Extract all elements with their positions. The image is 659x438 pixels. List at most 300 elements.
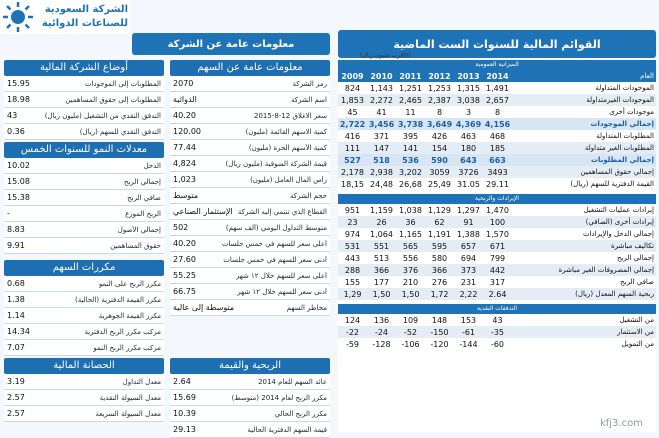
year-label-cell: العام [512, 70, 656, 82]
stock-info-title: معلومات عامة عن السهم [170, 60, 330, 76]
logo-sun-icon [2, 1, 34, 33]
row-value: 15.69 [173, 393, 196, 402]
table-cell: 62 [425, 216, 454, 228]
row-value: 2.57 [7, 409, 25, 418]
row-label: تكاليف مباشرة [512, 240, 656, 252]
info-row [4, 124, 164, 140]
table-cell: 1,29 [338, 288, 367, 300]
row-label: من التمويل [621, 340, 654, 348]
info-row [4, 292, 164, 308]
year-cell: 2013 [454, 70, 483, 82]
row-label: رمز الشركة [292, 79, 327, 88]
immunity-box [4, 358, 164, 422]
table-cell: 590 [425, 154, 454, 166]
profitability-title: الربحية والقيمة [170, 358, 330, 374]
info-row [170, 156, 330, 172]
table-cell: 671 [483, 240, 512, 252]
table-cell: 26 [367, 216, 396, 228]
year-cell: 2014 [483, 70, 512, 82]
table-cell: 657 [454, 240, 483, 252]
info-row [4, 190, 164, 206]
info-row [170, 188, 330, 204]
year-header-row [338, 70, 656, 82]
row-label: المطلوبات الغير متداولة [512, 142, 656, 154]
info-row [4, 238, 164, 254]
table-cell: 551 [367, 240, 396, 252]
row-label: التدفق النقدي من التشغيل (مليون ريال) [44, 111, 161, 120]
info-row [170, 252, 330, 268]
row-value: 1.38 [7, 295, 25, 304]
financial-position-title: أوضاع الشركة المالية [4, 60, 164, 76]
table-row [338, 166, 656, 178]
row-label: أعلى سعر للسهم في خمس جلسات [221, 239, 327, 248]
table-cell: -106 [401, 339, 420, 349]
row-value: 15.95 [7, 79, 30, 88]
table-cell: 1,50 [367, 288, 396, 300]
table-cell: 276 [431, 277, 448, 287]
row-value: 8.83 [7, 225, 25, 234]
row-label: مكرر الربح على النمو [98, 279, 161, 288]
table-cell: 1,297 [457, 205, 480, 215]
row-label: معدل التداول [122, 377, 161, 386]
table-cell: 3,738 [397, 119, 424, 129]
company-info-header: معلومات عامة عن الشركة [132, 33, 330, 55]
row-value: 120.00 [173, 127, 201, 136]
row-label: أدنى سعر للسهم خلال ١٢ شهر [237, 287, 327, 296]
row-value: الدوائية [173, 95, 197, 104]
table-cell: 643 [454, 154, 483, 166]
table-cell: 536 [396, 154, 425, 166]
info-row [170, 390, 330, 406]
row-label: المطلوبات إلى الموجودات [84, 79, 161, 88]
info-row [170, 406, 330, 422]
row-label: إجمالي حقوق المساهمين [512, 166, 656, 178]
table-cell: 974 [344, 229, 361, 239]
table-cell: 426 [431, 131, 448, 141]
logo-line1: الشركة السعودية [44, 4, 128, 15]
row-label: إيرادات عمليات التشغيل [583, 206, 654, 214]
table-cell: 231 [460, 277, 477, 287]
info-row [170, 204, 330, 220]
table-row [338, 314, 656, 326]
table-row [338, 228, 656, 240]
table-row [338, 142, 656, 154]
table-cell: 1,038 [399, 205, 422, 215]
table-cell: 8 [436, 107, 443, 117]
table-cell: 177 [373, 277, 390, 287]
info-row [170, 92, 330, 108]
row-label: إيرادات أخرى (الصافي) [512, 216, 656, 228]
table-cell: 1,491 [486, 83, 509, 93]
row-label: مكرر القيمة الجوهرية [98, 311, 161, 320]
table-cell: 3726 [454, 166, 483, 178]
table-cell: 3,202 [396, 166, 425, 178]
watermark: kfj3.com [600, 418, 643, 429]
table-row [338, 154, 656, 166]
table-cell: 3,038 [454, 94, 483, 106]
table-cell: 373 [454, 264, 483, 276]
row-value: 15.38 [7, 193, 30, 202]
table-cell: 1,129 [428, 205, 451, 215]
table-cell: 18,15 [341, 179, 364, 189]
table-cell: 513 [373, 253, 390, 263]
row-label: قيمة الشركة السوقية (مليون ريال) [225, 159, 327, 168]
table-cell: 3,649 [426, 119, 453, 129]
table-cell: 155 [344, 277, 361, 287]
table-cell: -120 [430, 339, 449, 349]
row-value: 18.98 [7, 95, 30, 104]
table-row [338, 106, 656, 118]
row-value: 43 [7, 111, 18, 120]
table-cell: 951 [344, 205, 361, 215]
row-label: مركب مكرر الربح الدفترية [84, 327, 161, 336]
table-cell: 799 [489, 253, 506, 263]
table-cell: -59 [345, 339, 360, 349]
table-cell: 45 [347, 107, 358, 117]
table-cell: 2,22 [454, 288, 483, 300]
row-label: مخاطر السهم [286, 303, 327, 312]
table-cell: 317 [489, 277, 506, 287]
year-cell: 2009 [338, 70, 367, 82]
row-label: إجمالي الدخل والإيرادات [583, 230, 654, 238]
row-label: الدخل [143, 161, 161, 170]
info-row [4, 308, 164, 324]
table-cell: -150 [425, 326, 454, 338]
row-label: الموجودات الغيرمتداولة [512, 94, 656, 106]
row-value: متوسط [173, 191, 199, 200]
info-row [4, 374, 164, 390]
table-cell: 1,388 [457, 229, 480, 239]
row-label: قيمة السهم الدفترية الحالية [247, 425, 327, 434]
table-cell: 180 [454, 142, 483, 154]
table-cell: 3 [465, 107, 472, 117]
row-label: إجمالي الربح [616, 254, 654, 262]
table-row [338, 252, 656, 264]
info-row [4, 390, 164, 406]
info-row [170, 76, 330, 92]
row-label: حقوق المساهمين [110, 241, 161, 250]
table-cell: 23 [338, 216, 367, 228]
multiples-box [4, 260, 164, 356]
cash-table [338, 314, 656, 350]
table-cell: 556 [402, 253, 419, 263]
row-value: 40.20 [173, 239, 196, 248]
info-row [170, 374, 330, 390]
info-row [4, 324, 164, 340]
table-cell: 4,369 [455, 119, 482, 129]
year-cell: 2011 [396, 70, 425, 82]
table-cell: 1,143 [370, 83, 393, 93]
table-cell: 1,191 [428, 229, 451, 239]
info-row [4, 92, 164, 108]
row-label: معدل السيولة السريعة [95, 409, 161, 418]
table-cell: 694 [460, 253, 477, 263]
table-cell: 1,064 [370, 229, 393, 239]
income-section-title: الإيرادات والربحية [338, 194, 656, 204]
row-value: 10.02 [7, 161, 30, 170]
row-label: اسم الشركة [291, 95, 327, 104]
table-row [338, 326, 656, 338]
info-row [170, 268, 330, 284]
row-label: متوسط التداول اليومي (ألف سهم) [225, 223, 327, 232]
table-cell: 1,315 [457, 83, 480, 93]
info-row [170, 300, 330, 316]
info-row [170, 422, 330, 438]
row-label: معدل السيولة النقدية [99, 393, 161, 402]
table-cell: 1,50 [396, 288, 425, 300]
table-cell: 443 [344, 253, 361, 263]
table-row [338, 216, 656, 228]
row-label: إجمالي الربح [123, 177, 161, 186]
row-label: موجودات أخرى [609, 108, 654, 116]
financial-table [338, 60, 656, 432]
table-cell: 154 [425, 142, 454, 154]
row-label: رأس المال العامل (مليون) [250, 175, 327, 184]
row-value: متوسطة إلى عالية [173, 303, 235, 312]
table-row [338, 130, 656, 142]
row-label: أعلى سعر للسهم خلال ١٢ شهر [235, 271, 327, 280]
row-value: الإستثمار الصناعي [173, 207, 233, 216]
row-label: مكرر الربح لعام 2014 (متوسط) [231, 393, 327, 402]
row-value: 27.60 [173, 255, 196, 264]
row-label: سعر الاغلاق 12-8-2015 [253, 111, 327, 120]
row-label: القطاع الذي تنتمي إليه الشركة [237, 207, 327, 216]
row-label: كمية الاسهم القائمة (مليون) [245, 127, 327, 136]
row-label: مكرر الربح الحالي [274, 409, 327, 418]
table-row [338, 288, 656, 300]
info-row [4, 206, 164, 222]
row-value: 14.34 [7, 327, 30, 336]
financial-position-box [4, 60, 164, 140]
table-cell: 153 [460, 315, 477, 325]
table-row [338, 118, 656, 130]
company-logo [0, 0, 130, 34]
table-cell: 442 [483, 264, 512, 276]
info-row [170, 172, 330, 188]
row-label: كمية الأسهم الحرة (مليون) [248, 143, 327, 152]
year-cell: 2012 [425, 70, 454, 82]
row-label: إجمالي الأصول [117, 225, 161, 234]
table-cell: 595 [425, 240, 454, 252]
table-row [338, 178, 656, 190]
table-cell: 1,165 [399, 229, 422, 239]
info-row [4, 276, 164, 292]
table-cell: 4,156 [484, 119, 511, 129]
table-cell: -52 [396, 326, 425, 338]
row-label: إجمالي المطلوبات [512, 154, 656, 166]
table-cell: 25,49 [428, 179, 451, 189]
table-cell: 824 [344, 83, 361, 93]
row-value: 1,023 [173, 175, 196, 184]
table-cell: 1,853 [338, 94, 367, 106]
table-cell: 2.64 [483, 288, 512, 300]
table-cell: 2,657 [483, 94, 512, 106]
row-value: 40.20 [173, 111, 196, 120]
info-row [170, 140, 330, 156]
table-cell: 416 [344, 131, 361, 141]
table-cell: 1,72 [425, 288, 454, 300]
table-cell: -144 [459, 339, 478, 349]
table-cell: 29.11 [486, 179, 509, 189]
row-value: 0.36 [7, 127, 25, 136]
table-cell: 663 [483, 154, 512, 166]
unit-note: (الأقرب مليون ريال) [360, 52, 411, 59]
table-cell: 136 [373, 315, 390, 325]
row-label: المطلوبات إلى حقوق المساهمين [65, 95, 161, 104]
info-row [170, 220, 330, 236]
income-table [338, 204, 656, 300]
table-cell: 141 [396, 142, 425, 154]
row-label: من التشغيل [619, 316, 654, 324]
row-label: القيمة الدفترية للسهم (ريال) [570, 180, 654, 188]
cash-section-title: التدفقات النقدية [338, 304, 656, 314]
table-cell: 41 [376, 107, 387, 117]
table-cell: 185 [483, 142, 512, 154]
row-value: 0.68 [7, 279, 25, 288]
table-cell: -61 [454, 326, 483, 338]
table-cell: 100 [483, 216, 512, 228]
row-label: إجمالي المصروفات الغير مباشرة [512, 264, 656, 276]
table-row [338, 338, 656, 350]
info-row [170, 284, 330, 300]
row-label: ربحية السهم المعدل (ريال) [512, 288, 656, 300]
table-cell: 468 [489, 131, 506, 141]
table-cell: 210 [402, 277, 419, 287]
table-cell: -128 [372, 339, 391, 349]
table-cell: 3,456 [368, 119, 395, 129]
table-cell: 366 [425, 264, 454, 276]
table-cell: 463 [460, 131, 477, 141]
table-cell: 43 [492, 315, 503, 325]
profitability-box [170, 358, 330, 438]
table-cell: -60 [490, 339, 505, 349]
row-value: 9.91 [7, 241, 25, 250]
table-cell: 36 [396, 216, 425, 228]
row-value: 10.39 [173, 409, 196, 418]
info-row [4, 406, 164, 422]
table-cell: 2,938 [367, 166, 396, 178]
table-cell: 2,465 [396, 94, 425, 106]
financials-header: القوائم المالية للسنوات الست الماضية [338, 30, 656, 58]
row-value: 66.75 [173, 287, 196, 296]
row-label: التدفق النقدي للسهم (ريال) [79, 127, 161, 136]
row-label: مركب مكرر الربح النمو [93, 343, 161, 352]
stock-info-box [170, 60, 330, 316]
row-label: الموجودات المتداولة [595, 84, 654, 92]
table-cell: 2,722 [339, 119, 366, 129]
row-value: 77.44 [173, 143, 196, 152]
table-cell: 111 [338, 142, 367, 154]
row-label: الربح الموزع [125, 209, 161, 218]
info-row [170, 236, 330, 252]
immunity-title: الحصانة المالية [4, 358, 164, 374]
row-label: صافي الربح [620, 278, 654, 286]
growth-title: معدلات النمو للسنوات الخمس الماضية [4, 142, 164, 158]
table-cell: 527 [338, 154, 367, 166]
table-cell: 2,178 [338, 166, 367, 178]
row-value: 7.07 [7, 343, 25, 352]
table-cell: 3059 [425, 166, 454, 178]
table-cell: 1,251 [399, 83, 422, 93]
table-cell: 2,387 [425, 94, 454, 106]
year-cell: 2010 [367, 70, 396, 82]
table-cell: 1,159 [370, 205, 393, 215]
table-cell: 371 [373, 131, 390, 141]
row-value: 2.57 [7, 393, 25, 402]
balance-section-title: الميزانية العمومية [338, 60, 656, 70]
table-row [338, 94, 656, 106]
table-cell: 376 [396, 264, 425, 276]
info-row [170, 108, 330, 124]
table-row [338, 82, 656, 94]
table-cell: 8 [494, 107, 501, 117]
table-row [338, 240, 656, 252]
row-label: إجمالي الموجودات [512, 118, 656, 130]
table-row [338, 204, 656, 216]
row-value: 502 [173, 223, 189, 232]
row-value: - [7, 209, 10, 218]
table-cell: -35 [483, 326, 512, 338]
row-value: 55.25 [173, 271, 196, 280]
table-cell: 518 [367, 154, 396, 166]
table-cell: 565 [396, 240, 425, 252]
info-row [4, 108, 164, 124]
info-row [4, 222, 164, 238]
row-label: مكرر القيمة الدفترية (الحالية) [74, 295, 161, 304]
table-cell: -22 [338, 326, 367, 338]
table-row [338, 264, 656, 276]
row-value: 2.64 [173, 377, 191, 386]
row-value: 29.13 [173, 425, 196, 434]
row-label: من الاستثمار [512, 326, 656, 338]
row-label: حجم الشركة [290, 191, 327, 200]
table-cell: 1,570 [486, 229, 509, 239]
table-cell: 395 [402, 131, 419, 141]
balance-table [338, 70, 656, 190]
row-value: 2070 [173, 79, 194, 88]
table-cell: 24,48 [370, 179, 393, 189]
info-row [170, 124, 330, 140]
row-label: المطلوبات المتداولة [596, 132, 654, 140]
table-cell: 3493 [483, 166, 512, 178]
table-cell: -24 [367, 326, 396, 338]
table-cell: 288 [338, 264, 367, 276]
table-cell: 26,68 [399, 179, 422, 189]
row-value: 4,824 [173, 159, 196, 168]
row-value: 3.19 [7, 377, 25, 386]
table-cell: 1,470 [486, 205, 509, 215]
info-row [4, 174, 164, 190]
table-cell: 148 [431, 315, 448, 325]
table-cell: 31.05 [457, 179, 480, 189]
info-row [4, 340, 164, 356]
table-cell: 531 [338, 240, 367, 252]
table-cell: 11 [405, 107, 416, 117]
multiples-title: مكررات السهم [4, 260, 164, 276]
table-cell: 124 [344, 315, 361, 325]
row-value: 15.08 [7, 177, 30, 186]
table-row [338, 276, 656, 288]
row-label: صافي الربح [127, 193, 161, 202]
table-cell: 91 [454, 216, 483, 228]
row-value: 1.14 [7, 311, 25, 320]
row-label: عائد السهم للعام 2014 [258, 377, 327, 386]
logo-line2: للصناعات الدوائية [41, 18, 128, 29]
table-cell: 580 [431, 253, 448, 263]
growth-box [4, 142, 164, 254]
table-cell: 1,253 [428, 83, 451, 93]
table-cell: 366 [367, 264, 396, 276]
